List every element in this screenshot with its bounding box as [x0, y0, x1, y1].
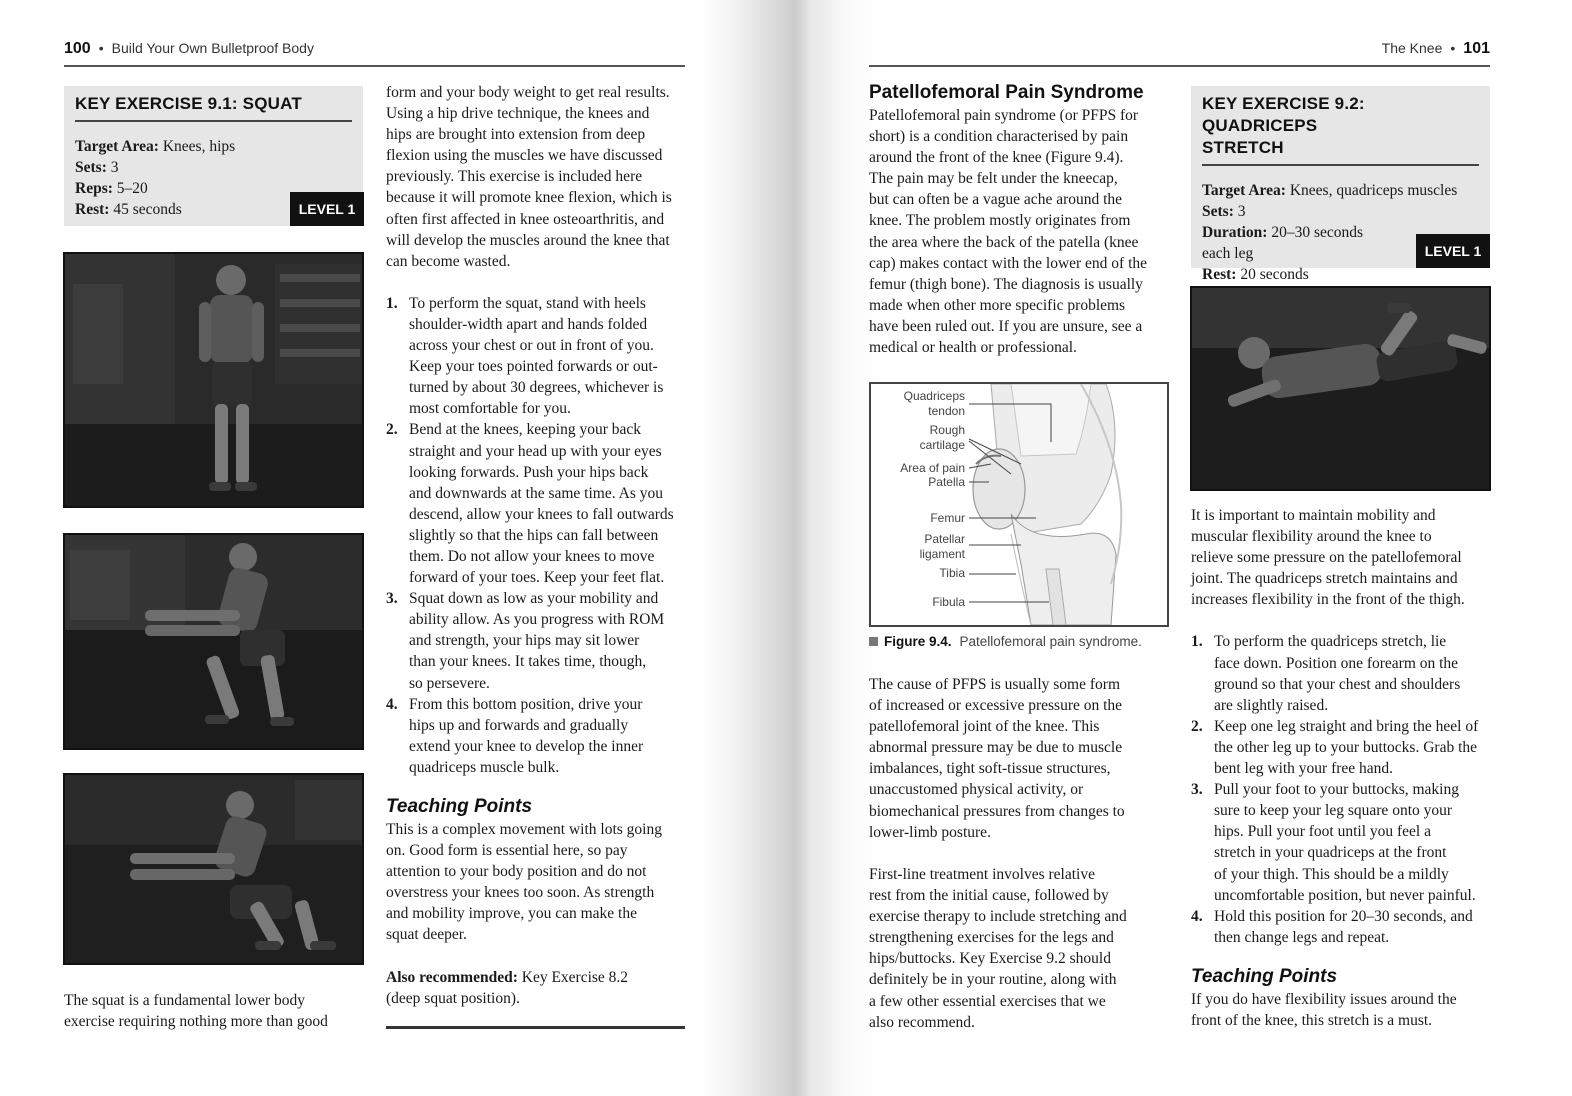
list-item: 1. To perform the quadriceps stretch, lie face down. Position one forearm on the ground so that your chest and shoulders are slightly raised.	[1191, 633, 1461, 714]
squat-photo-descending	[63, 533, 364, 750]
teaching-points-paragraph: This is a complex movement with lots going on. Good form is essential here, so pay attention to your body position and do not overstress your knees too soon. As strength and mobility improve, you can make the squat deeper.	[386, 821, 662, 944]
squat-intro-paragraph: form and your body weight to get real results. Using a hip drive technique, the knees and hips are brought into extension from deep flexion using the muscles we have discussed previously. This exercise is included here because it will promote knee flexion, which is often first affected in knee osteoarthritis, and will develop the muscles around the knee that can become wasted.	[386, 84, 672, 270]
list-item: 3. Squat down as low as your mobility and ability allow. As you progress with ROM and strength, your hips may sit lower than your knees. It takes time, though, so persevere.	[386, 590, 665, 692]
pfps-section	[869, 81, 1169, 358]
key-exercise-rule	[75, 120, 352, 122]
label-tibia: Tibia	[939, 566, 965, 580]
list-item: 1. To perform the squat, stand with heels shoulder-width apart and hands folded across your chest or out in front of you. Keep your toes pointed forwards or out- turned by about 30 degrees, whichever is most comfortable for you.	[386, 294, 664, 418]
teaching-points-paragraph: If you do have flexibility issues around the front of the knee, this stretch is a must.	[1191, 990, 1457, 1029]
section-title: Patellofemoral Pain Syndrome	[869, 82, 1144, 103]
left-column-end-rule	[386, 1026, 685, 1029]
key-exercise-box-quadriceps	[1191, 86, 1490, 283]
squat-photo-standing	[63, 252, 364, 508]
list-item: 4. From this bottom position, drive your hips up and forwards and gradually extend your knee to develop the inner quadriceps muscle bulk.	[386, 695, 644, 776]
teaching-points-heading: Teaching Points	[386, 796, 533, 817]
squat-photo-bottom	[63, 773, 364, 965]
pfps-cause-paragraph: The cause of PFPS is usually some form of increased or excessive pressure on the patellofemoral joint of the knee. This abnormal pressure may be due to muscle imbalances, tight soft-tissue structures, unaccustomed physical activity, or biomechanical pressures from changes to lower-limb posture.	[869, 676, 1125, 841]
reps-line: Reps: 5–20	[75, 180, 148, 197]
quadriceps-stretch-photo	[1190, 286, 1491, 491]
figure-caption: Figure 9.4. Patellofemoral pain syndrome.	[869, 634, 1142, 649]
list-item: 3. Pull your foot to your buttocks, making sure to keep your leg square onto your hips. Pull your foot until you feel a stretch in your quadriceps at the front of your thigh. This should be a mildly uncomfortable position, but never painful.	[1191, 781, 1476, 904]
squat-steps-list	[386, 293, 686, 778]
pfps-treatment-paragraph: First-line treatment involves relative rest from the initial cause, followed by exercise therapy to include stretching and strengthening exercises for the legs and hips/buttocks. Key Exercise 9.2 should definitely be in your routine, along with a few other essential exercises that we also recommend.	[869, 866, 1127, 1031]
pfps-paragraph: Patellofemoral pain syndrome (or PFPS for short) is a condition characterised by pain around the front of the knee (Figure 9.4). The pain may be felt under the kneecap, but can often be a vague ache around the knee. The problem mostly originates from the area where the back of the patella (knee cap) makes contact with the lower end of the femur (thigh bone). The diagnosis is usually made when other more specific problems have been ruled out. If you are unsure, see a medical or health or professional.	[869, 107, 1148, 357]
level-badge: LEVEL 1	[1416, 234, 1490, 268]
key-exercise-rule	[1202, 164, 1479, 166]
list-item: 4. Hold this position for 20–30 seconds, and then change legs and repeat.	[1191, 907, 1473, 946]
right-running-head: The Knee	[1381, 40, 1443, 56]
label-rough-cartilage: Rough cartilage	[919, 423, 965, 452]
quadriceps-steps-list	[1191, 631, 1496, 947]
duration-line: Duration: 20–30 seconds	[1202, 224, 1364, 241]
left-text-column	[386, 82, 686, 1009]
rest-line: Rest: 20 seconds	[1202, 266, 1309, 283]
level-badge: LEVEL 1	[290, 192, 364, 226]
quadriceps-intro-paragraph: It is important to maintain mobility and muscular flexibility around the knee to relieve some pressure on the patellofemoral joint. The quadriceps stretch maintains and increases flexibility in the front of the thigh.	[1191, 507, 1465, 609]
teaching-points-heading: Teaching Points	[1191, 965, 1338, 987]
right-running-header	[1250, 40, 1490, 58]
label-femur: Femur	[930, 511, 965, 525]
header-bullet: •	[1450, 40, 1456, 56]
book-gutter	[700, 0, 890, 1096]
label-patellar-ligament: Patellar ligament	[919, 532, 965, 561]
key-exercise-box-squat	[64, 86, 363, 226]
list-item: 2. Bend at the knees, keeping your back straight and your head up with your eyes looking forwards. Push your hips back and downwards at the same time. As you descend, allow your knees to fall outwards slightly so that the hips can fall between them. Do not allow your knees to move forward of your toes. Keep your feet flat.	[386, 421, 674, 587]
right-page-number: 101	[1463, 40, 1490, 57]
label-quadriceps-tendon: Quadriceps tendon	[903, 389, 965, 418]
left-header-rule	[64, 65, 685, 67]
knee-anatomy-figure	[869, 382, 1169, 627]
right-text-column	[1191, 505, 1496, 1031]
left-running-head: Build Your Own Bulletproof Body	[111, 40, 314, 56]
label-area-of-pain: Area of pain	[900, 461, 965, 475]
left-running-header	[64, 40, 314, 58]
right-header-rule	[869, 65, 1490, 67]
key-exercise-title: KEY EXERCISE 9.2: QUADRICEPS STRETCH	[1202, 94, 1365, 157]
caption-square-icon	[869, 637, 878, 646]
sets-line: Sets: 3	[1202, 203, 1246, 220]
sets-line: Sets: 3	[75, 159, 119, 176]
key-exercise-title: KEY EXERCISE 9.1: SQUAT	[75, 94, 302, 113]
squat-photo-caption: The squat is a fundamental lower body exercise requiring nothing more than good	[64, 992, 328, 1031]
list-item: 2. Keep one leg straight and bring the heel of the other leg up to your buttocks. Grab the bent leg with your free hand.	[1191, 717, 1479, 778]
left-page-number: 100	[64, 40, 91, 57]
header-bullet: •	[98, 40, 104, 56]
label-patella: Patella	[928, 475, 965, 489]
target-area-line: Target Area: Knees, hips	[75, 138, 236, 155]
target-area-line: Target Area: Knees, quadriceps muscles	[1202, 182, 1458, 199]
duration-extra-line: each leg	[1202, 245, 1254, 262]
also-recommended: Also recommended: Key Exercise 8.2 (deep squat position).	[386, 968, 629, 1007]
rest-line: Rest: 45 seconds	[75, 201, 182, 218]
label-fibula: Fibula	[932, 595, 965, 609]
